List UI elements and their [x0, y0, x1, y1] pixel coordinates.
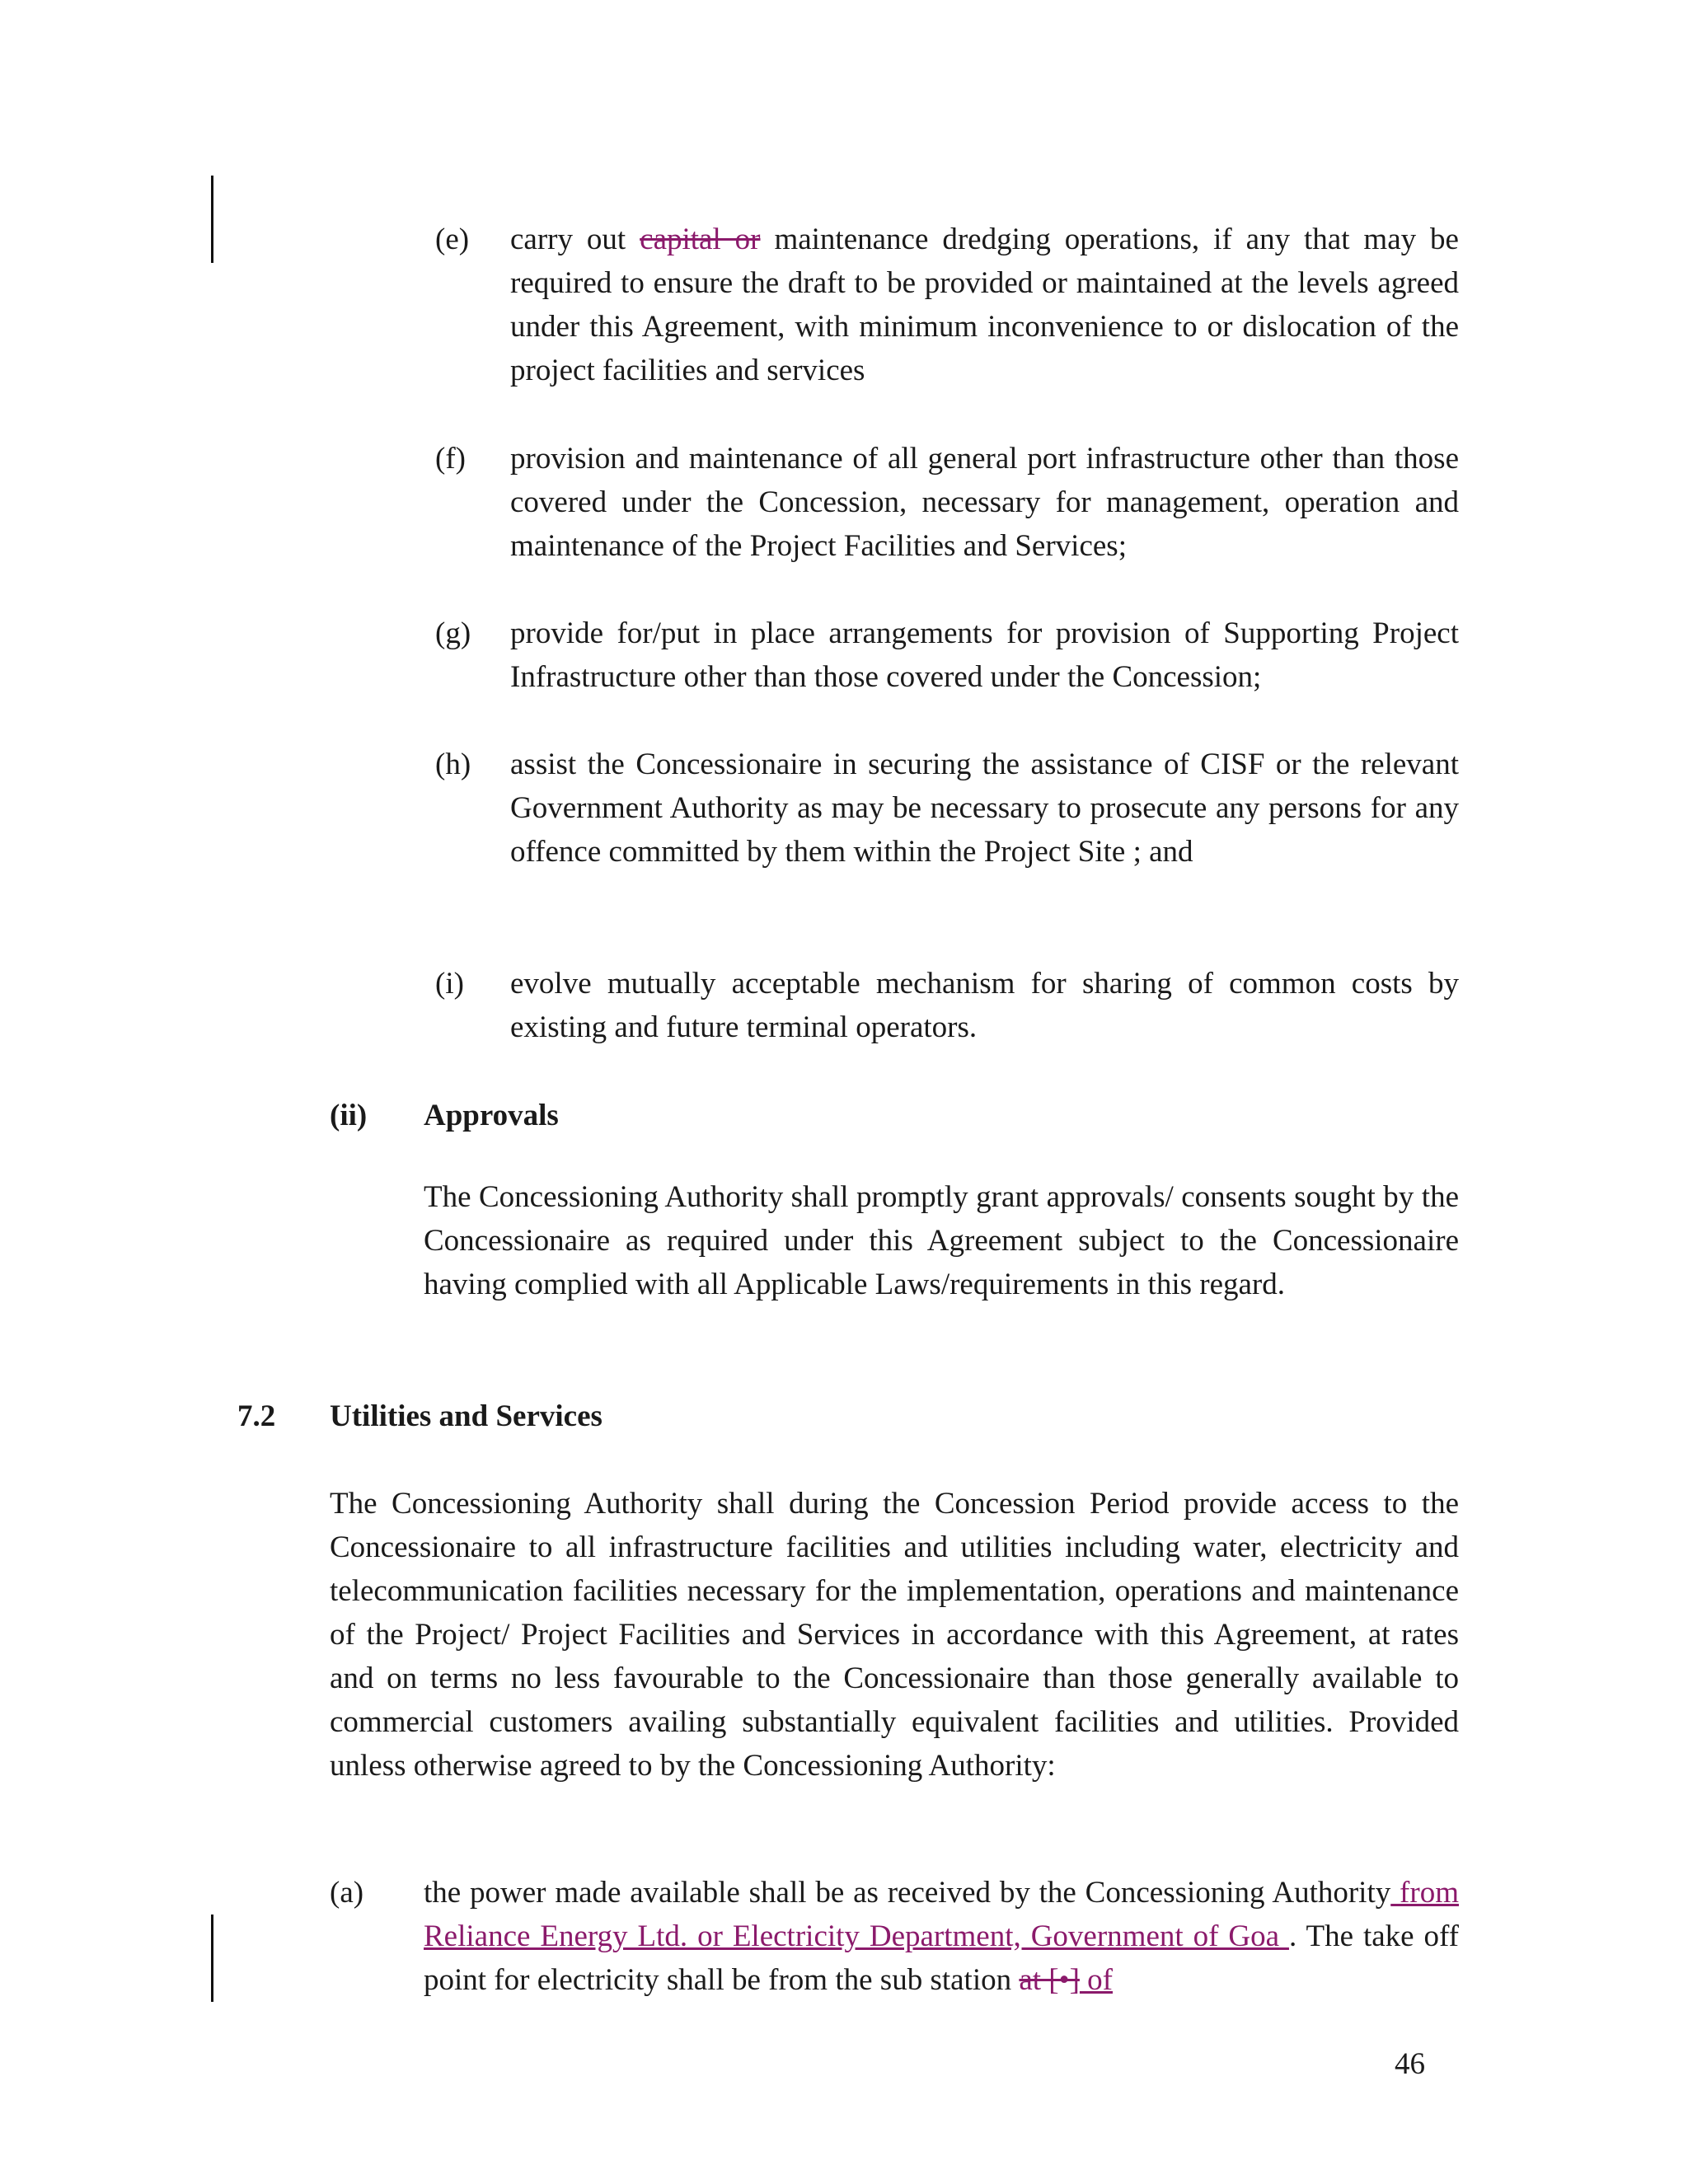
item-a-mid: . The take off point for electricity shall be from the sub station [424, 1919, 1459, 1997]
item-g-label: (g) [435, 616, 471, 650]
item-i-text: evolve mutually acceptable mechanism for sharing of common costs by existing and future terminal operators. [510, 967, 1459, 1044]
item-e-deleted: capital or [640, 223, 761, 256]
item-f-label: (f) [435, 442, 466, 476]
item-e-pre: carry out [510, 223, 640, 256]
change-bar-bottom [211, 1915, 213, 2002]
page-number: 46 [1395, 2047, 1425, 2081]
approvals-heading: Approvals [424, 1099, 559, 1132]
approvals-label: (ii) [330, 1099, 368, 1132]
item-a-text [424, 1871, 1459, 2002]
change-bar-top [211, 176, 213, 263]
item-f-text: provision and maintenance of all general port infrastructure other than those covered under the Concession, necessary for management, operation and maintenance of the Project Facilities and Services; [510, 442, 1459, 563]
item-a-pre: the power made available shall be as received by the Concessioning Authority [424, 1876, 1391, 1910]
item-e-text [510, 218, 1459, 392]
item-g-text: provide for/put in place arrangements for provision of Supporting Project Infrastructure other than those covered under the Concession; [510, 616, 1459, 694]
item-h-text: assist the Concessionaire in securing the assistance of CISF or the relevant Government Authority as may be necessary to prosecute any persons for any offence committed by them within the Project Site ; and [510, 748, 1459, 869]
item-a-label: (a) [330, 1876, 364, 1910]
item-a-inserted-1: from Reliance Energy Ltd. or Electricity Department, Government of Goa [424, 1876, 1459, 1953]
item-h-label: (h) [435, 748, 471, 781]
item-i-label: (i) [435, 967, 464, 1001]
item-a-deleted: at [•] [1019, 1963, 1080, 1997]
item-e-post: maintenance dredging operations, if any that may be required to ensure the draft to be provided or maintained at the levels agreed under this Agreement, with minimum inconvenience to or dislocation of the project facilities and services [510, 223, 1459, 387]
section-heading: Utilities and Services [330, 1399, 603, 1433]
item-a-inserted-2: of [1079, 1963, 1113, 1997]
approvals-text: The Concessioning Authority shall promptly grant approvals/ consents sought by the Concessionaire as required under this Agreement subject to the Concessionaire having complied with all Applicable Laws/requirements in this regard. [424, 1180, 1459, 1301]
section-text: The Concessioning Authority shall during the Concession Period provide access to the Concessionaire to all infrastructure facilities and utilities including water, electricity and telecommunication facilities necessary for the implementation, operations and maintenance of the Project/ Project Facilities and Services in accordance with this Agreement, at rates and on terms no less favourable to the Concessionaire than those generally available to commercial customers availing substantially equivalent facilities and utilities. Provided unless otherwise agreed to by the Concessioning Authority: [330, 1487, 1459, 1783]
item-e-label: (e) [435, 223, 470, 256]
section-number: 7.2 [237, 1399, 276, 1433]
